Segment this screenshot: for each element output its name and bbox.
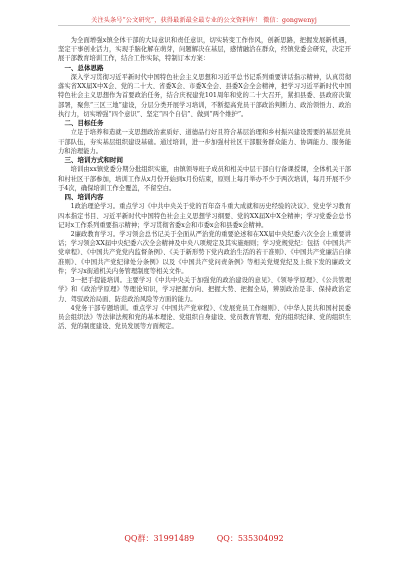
qq-group-label: QQ群：31991489 [124, 534, 195, 543]
intro-paragraph: 为全面增强x镇全体干部的大局意识和责任意识，切实转变工作作风，创新思路，把握发展新机遇，坚定干事创业活力，实现手脑化解在萌芽，问题解决在基层，感情融洽在群众，经镇党委会研究，决定开展干部教育培训工作，结合工作实际，特制订本方案： [58, 37, 351, 63]
body-paragraph: 4党务干部专题培训。重点学习《中国共产党章程》、《发展党员工作细则》、《中华人民共和国村民委员会组织法》等法律法规和党的基本理论、党组织自身建设、党员教育管理、党的组织纪律、党的组织生活、党的制度建设、党员发展等方面规定。 [58, 304, 351, 331]
footer-contact [0, 533, 408, 544]
body-paragraph: 3一把手提能培训。主要学习《中共中央关于加强党的政治建设的意见》、《领导学原理》、《公共管理学》和《政治学原理》等理论知识，学习把握方向、把握大势、把握全局，辨别政治是非、保持政治定力、驾驭政治局面、防范政治风险等方面的能力。 [58, 277, 351, 303]
body-paragraph: 2廉政教育学习。学习领会总书记关于全面从严治党的重要论述和在XX届中央纪委六次全会上重要讲话；学习领会XX届中央纪委六次全会精神及中央八项规定及其实施细则；学习党规党纪：包括《中国共产党章程》、《中国共产党党内监督条例》、《关于新形势下党内政治生活的若干准则》、《中国共产党廉洁自律准则》、《中国共产党纪律处分条例》以及《中国共产党问责条例》等相关党规党纪及上级下发的廉政文件；学习x街道机关内务管理制度等相关文件。 [58, 231, 351, 275]
body-paragraph: 1政治理论学习。重点学习《中共中央关于党的百年奋斗重大成就和历史经验的决议》、党史学习教育四本指定书目、习近平新时代中国特色社会主义思想学习纲要、党的XX届X中X全精神；学习党委会总书记对x工作系列重要指示精神；学习贯彻省委x会和市委x会和县委x会精神。 [58, 203, 351, 229]
section-heading: 二、目标任务 [64, 119, 104, 128]
document-body [58, 36, 351, 331]
section-heading: 一、总体思路 [64, 63, 104, 72]
header-banner: 关注头条号“公文研究”，获得最新最全最专业的公文资料库！ 微信：gongwenyj [91, 17, 317, 24]
section-heading: 四、培训内容 [64, 193, 104, 202]
body-paragraph: 深入学习贯彻习近平新时代中国特色社会主义思想和习近平总书记系列重要讲话指示精神，认真贯彻落实省XX届X中X会、党的二十大、省委X会、市委X全会、县委X会全会精神，把学习习近平新时代中国特色社会主义思想作为首要政治任务，结合庆祝建党101周年和党的二十大召开，紧扣县委、县政府决策部署，聚焦“三区三地”建设，分层分类开展学习培训，不断提高党员干部政治判断力、政治领悟力、政治执行力，切实增强“四个意识”、坚定“四个自信”、做到“两个维护”。 [58, 74, 351, 118]
body-paragraph: 立足于培养和造就一支思想政治素质好、道德品行好且符合基层治理和乡村振兴建设需要的基层党员干部队伍，夯实基层组织建设基础。通过培训，进一步加强村社区干部服务群众能力、协调能力、服务能力和治理能力。 [58, 129, 351, 155]
body-paragraph: 培训由xx镇党委分期分批组织实施，由镇领导班子成员和相关中层干部自行备课授课，全体机关干部和村社区干部参加，培训工作从x月份开始到x月份结束，原则上每月举办不少于两次培训，每月开展不少于4次，确保培训工作全覆盖，不留空白。 [58, 166, 351, 192]
header-divider [58, 25, 350, 26]
section-heading: 三、培训方式和时间 [64, 156, 123, 165]
qq-label: QQ：535304092 [216, 534, 284, 543]
